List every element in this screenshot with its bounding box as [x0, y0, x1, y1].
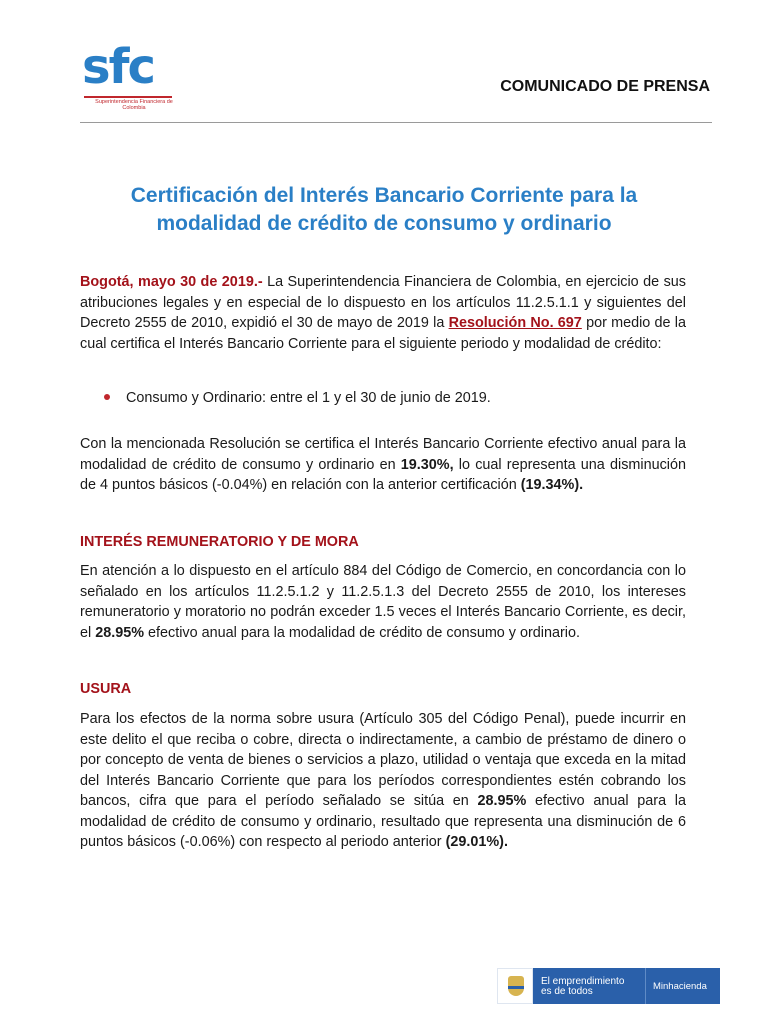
sfc-logo	[80, 39, 190, 114]
ministry-label: Minhacienda	[653, 981, 707, 992]
document-title: Certificación del Interés Bancario Corriente para la modalidad de crédito de consumo y ordinario	[130, 184, 638, 235]
interes-paragraph	[80, 561, 686, 643]
footer-divider	[645, 968, 646, 1004]
section-heading-usura: USURA	[80, 681, 132, 697]
para2-text-a: Con la mencionada Resolución se certifica el Interés Bancario Corriente efectivo anual para la modalidad de crédito de consumo y ordinario en	[80, 436, 686, 473]
section2-text-b: efectivo anual para la modalidad de crédito de consumo y ordinario, resultado que representa una disminución de 6 puntos básicos (-0.06%) con respecto al periodo anterior	[80, 793, 686, 850]
usura-rate: 28.95%	[477, 793, 527, 809]
bullet-icon	[104, 394, 110, 400]
usura-paragraph	[80, 709, 686, 853]
slogan-line-1: El emprendimiento	[541, 976, 625, 987]
intro-paragraph	[80, 272, 686, 354]
press-release-label: COMUNICADO DE PRENSA	[500, 78, 710, 95]
para2-text-b: lo cual representa una disminución de 4 puntos básicos (-0.04%) en relación con la anterior certificación	[80, 456, 686, 493]
intro-text-a: La Superintendencia Financiera de Colombia, en ejercicio de sus atribuciones legales y en especial de lo dispuesto en los artículos 11.2.5.1.1 y siguientes del Decreto 2555 de 2010, expidió el 30 de mayo de 2019 la	[80, 274, 686, 331]
section1-text-a: En atención a lo dispuesto en el artículo 884 del Código de Comercio, en concordancia con lo señalado en los artículos 11.2.5.1.2 y 11.2.5.1.3 del Decreto 2555 de 2010, los intereses remuneratorio y moratorio no podrán exceder 1.5 veces el Interés Bancario Corriente, es decir, el	[80, 563, 686, 641]
logo-text: sfc	[82, 39, 154, 95]
section-heading-interes: INTERÉS REMUNERATORIO Y DE MORA	[80, 534, 359, 550]
rate-paragraph	[80, 434, 686, 496]
section2-text-a: Para los efectos de la norma sobre usura (Artículo 305 del Código Penal), puede incurrir en este delito el que reciba o cobre, directa o indirectamente, a cambio de préstamo de dinero o por concepto de venta de bienes o servicios a plazo, utilidad o ventaja que exceda en la mitad del Interés Bancario Corriente que para los períodos correspondientes estén cobrando los bancos, cifra que para el período señalado se sitúa en	[80, 711, 686, 809]
resolution-link[interactable]: Resolución No. 697	[448, 315, 582, 331]
bullet-text: Consumo y Ordinario: entre el 1 y el 30 de junio de 2019.	[126, 390, 491, 406]
footer-slogan	[541, 977, 624, 997]
usura-previous-rate: (29.01%).	[445, 834, 508, 850]
logo-divider	[84, 96, 172, 98]
previous-rate: (19.34%).	[520, 477, 584, 493]
coat-of-arms-icon	[497, 968, 533, 1004]
logo-subtext: Superintendencia Financiera de Colombia	[95, 99, 173, 111]
interes-rate: 28.95%	[95, 624, 145, 641]
section1-text-b: efectivo anual para la modalidad de crédito de consumo y ordinario.	[144, 624, 580, 641]
header-divider	[80, 122, 712, 123]
dateline: Bogotá, mayo 30 de 2019.-	[80, 274, 263, 290]
intro-text-b: por medio de la cual certifica el Interés Bancario Corriente para el siguiente periodo y modalidad de crédito:	[80, 315, 687, 352]
footer-logo	[497, 968, 720, 1004]
current-rate: 19.30%,	[400, 456, 454, 473]
slogan-line-2: es de todos	[541, 986, 593, 997]
